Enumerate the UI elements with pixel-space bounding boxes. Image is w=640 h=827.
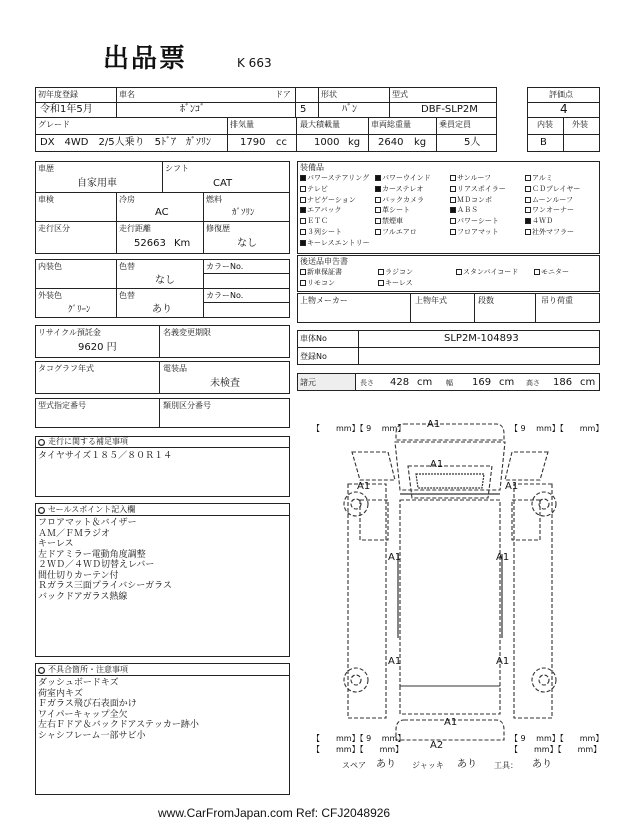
damage-mark: A1	[388, 552, 402, 563]
interior-label: 内装	[537, 120, 553, 129]
recycle-label: リサイクル預託金	[38, 328, 101, 337]
checklist-item	[300, 239, 370, 248]
damage-mark: A1	[388, 656, 402, 667]
capacity-label: 乗員定員	[439, 120, 471, 129]
sales-point: ２ＷＤ／４ＷＤ切替えレバー	[38, 560, 155, 570]
driving-notes-title: ● 走行に関する補足事項	[38, 437, 128, 446]
sales-point: バックドアガラス熱線	[38, 591, 128, 602]
class-no-label: 類別区分番号	[163, 401, 211, 410]
checklist-label: ＣＤプレイヤー	[532, 184, 581, 193]
damage-mark: A1	[430, 459, 444, 470]
unchecked-box-icon	[375, 207, 381, 213]
checklist-item	[450, 228, 499, 237]
first-reg-label: 初年度登録	[38, 90, 78, 99]
number-icon: ●	[38, 507, 45, 514]
checklist-item	[378, 268, 413, 277]
maker-year-label: 上物年式	[415, 296, 447, 305]
checklist-label: 禁煙車	[382, 217, 403, 226]
checklist-item	[375, 206, 410, 215]
unchecked-box-icon	[300, 269, 306, 275]
checklist-item	[375, 196, 424, 205]
tread-bottom-left-1: 【 mm】【 9 mm】	[312, 734, 406, 743]
defect-item: 左右Ｆドア＆バックドアステッカー跡小	[38, 720, 199, 730]
damage-mark: A1	[444, 717, 458, 728]
checklist-label: ＭＤコンポ	[457, 195, 492, 204]
checklist-item	[525, 206, 574, 215]
checklist-label: 社外マフラー	[532, 228, 574, 236]
checklist-item	[534, 268, 569, 277]
defect-item: Ｆガラス飛び石表面かけ	[38, 699, 137, 709]
height-unit: cm	[580, 377, 596, 388]
unchecked-box-icon	[300, 280, 306, 286]
interior-color-label: 内装色	[38, 262, 62, 271]
checklist-item	[300, 196, 356, 205]
exterior-color: ｸﾞﾘｰﾝ	[68, 305, 91, 315]
checklist-item	[375, 185, 423, 194]
equip-status: 未検査	[210, 378, 240, 389]
tread-bottom-right-1: 【 9 mm】【 mm】	[510, 734, 604, 743]
checklist-item	[375, 217, 403, 226]
length: 428	[390, 377, 410, 388]
length-label: 長さ	[360, 379, 374, 387]
checklist-label: ＡＢＳ	[457, 206, 478, 215]
checklist-item	[300, 185, 328, 194]
shift: CAT	[213, 178, 233, 189]
checklist-label: リアスポイラー	[457, 184, 506, 193]
unchecked-box-icon	[450, 175, 456, 181]
damage-mark: A2	[430, 740, 444, 751]
checklist-label: キーレスエントリー	[307, 238, 370, 247]
sales-point: 左ドアミラー電動角度調整	[38, 549, 146, 560]
checklist-item	[525, 174, 553, 183]
checklist-label: スタンバイコード	[463, 268, 519, 276]
checklist-label: エアバック	[307, 206, 342, 215]
width-label: 幅	[446, 379, 453, 387]
width-unit: cm	[499, 377, 515, 388]
unchecked-box-icon	[375, 218, 381, 224]
unchecked-box-icon	[375, 229, 381, 235]
checked-box-icon	[375, 186, 381, 192]
chassis-no: SLP2M-104893	[444, 333, 519, 344]
ac-label: 冷房	[119, 195, 135, 204]
unchecked-box-icon	[300, 197, 306, 203]
checklist-item	[525, 217, 553, 226]
defect-item: 荷室内キズ	[38, 688, 83, 699]
repair-label: 修復歴	[206, 224, 230, 233]
tool: あり	[532, 759, 552, 770]
jack-label: ジャッキ	[412, 761, 444, 770]
unchecked-box-icon	[525, 197, 531, 203]
checklist-item	[450, 217, 499, 226]
inspection-label: 車検	[38, 195, 54, 204]
driving-notes-list	[38, 451, 172, 462]
ac: AC	[155, 207, 169, 218]
history-label: 車歴	[38, 164, 54, 173]
color-change-label: 色替	[119, 262, 135, 271]
equip-label: 電装品	[163, 364, 187, 373]
tread-bottom-right-2: 【 mm】【 mm】	[510, 745, 602, 754]
exterior-color-no-label: カラーNo.	[206, 291, 244, 300]
displacement-unit: cc	[276, 137, 287, 148]
checklist-label: フルエアロ	[382, 228, 417, 236]
score: 4	[560, 102, 568, 116]
unchecked-box-icon	[375, 197, 381, 203]
damage-mark: A1	[427, 419, 441, 430]
checklist-item	[525, 196, 573, 205]
sales-point: Ｒガラス三面プライバシーガラス	[38, 581, 172, 591]
checklist-label: サンルーフ	[457, 174, 492, 182]
type-no-label: 型式指定番号	[38, 401, 86, 410]
name-change-label: 名義変更期限	[163, 328, 211, 337]
unchecked-box-icon	[450, 218, 456, 224]
checklist-label: リモコン	[307, 279, 335, 287]
checklist-label: ラジコン	[385, 268, 413, 276]
model: DBF-SLP2M	[421, 104, 478, 115]
checklist-item	[450, 185, 506, 194]
checklist-item	[456, 268, 518, 277]
checked-box-icon	[300, 175, 306, 181]
checklist-label: カーステレオ	[382, 184, 424, 193]
repair: なし	[237, 238, 257, 249]
checklist-item	[450, 174, 491, 183]
length-unit: cm	[417, 377, 433, 388]
sales-point: ＡＭ／ＦＭラジオ	[38, 528, 111, 539]
tread-top-left: 【 mm】【 9 mm】	[312, 424, 406, 433]
door-label: ドア	[275, 90, 291, 99]
checked-box-icon	[525, 218, 531, 224]
hanging-label: 吊り荷重	[541, 296, 573, 305]
checklist-label: ３列シート	[307, 228, 342, 236]
exterior-label: 外装	[572, 120, 588, 129]
displacement: 1790	[240, 137, 266, 148]
unchecked-box-icon	[300, 229, 306, 235]
checklist-item	[375, 174, 431, 183]
checklist-item	[450, 196, 492, 205]
exterior-color-label: 外装色	[38, 291, 62, 300]
name-label: 車名	[119, 90, 135, 99]
checklist-item	[300, 268, 342, 277]
max-load-unit: kg	[348, 137, 361, 148]
mileage-unit: Km	[174, 238, 191, 249]
checklist-item	[300, 206, 341, 215]
tread-top-right: 【 9 mm】【 mm】	[510, 424, 604, 433]
unchecked-box-icon	[525, 175, 531, 181]
checklist-item	[300, 217, 328, 226]
dims-label: 諸元	[300, 378, 316, 387]
sales-points-title: ● セールスポイント記入欄	[38, 505, 136, 514]
page-title: 出品票	[103, 44, 188, 74]
shape-label: 形状	[321, 90, 337, 99]
first-reg: 令和1年5月	[40, 104, 93, 115]
damage-mark: A1	[357, 481, 371, 492]
mileage-label: 走行距離	[119, 224, 151, 233]
unchecked-box-icon	[378, 280, 384, 286]
unchecked-box-icon	[450, 197, 456, 203]
checklist-label: 新車保証書	[307, 268, 342, 276]
equipment-title: 装備品	[300, 163, 324, 172]
checklist-item	[300, 228, 342, 237]
lot-number: K 663	[237, 56, 272, 70]
grade-label: グレード	[38, 120, 70, 129]
unchecked-box-icon	[456, 269, 462, 275]
displacement-label: 排気量	[230, 120, 254, 129]
defects-list	[38, 678, 199, 741]
shape: ﾊﾞﾝ	[342, 104, 357, 115]
watermark: www.CarFromJapan.com Ref: CFJ2048926	[158, 806, 391, 820]
checklist-item	[525, 228, 574, 237]
driving-note: タイヤサイズ１８５／８０Ｒ１４	[38, 451, 173, 461]
checked-box-icon	[375, 175, 381, 181]
unchecked-box-icon	[525, 229, 531, 235]
defect-item: シャシフレーム一部サビ小	[38, 730, 146, 741]
damage-mark: A1	[496, 656, 510, 667]
unchecked-box-icon	[450, 229, 456, 235]
exterior-color-change-label: 色替	[119, 291, 135, 300]
height: 186	[553, 377, 573, 388]
defect-item: ワイパーキャップ全欠	[38, 709, 128, 720]
model-label: 型式	[392, 90, 408, 99]
sales-point: 間仕切りカーテン付	[38, 570, 119, 581]
unchecked-box-icon	[534, 269, 540, 275]
stage-label: 段数	[478, 296, 494, 305]
number-icon: ●	[38, 439, 45, 446]
checklist-label: 革シート	[382, 206, 410, 215]
grade: DX 4WD 2/5人乗り 5ﾄﾞｱ ｶﾞｿﾘﾝ	[40, 137, 211, 148]
defects-title: ● 不具合箇所・注意事項	[38, 665, 128, 674]
defect-item: ダッシュボードキズ	[38, 678, 119, 688]
maker-label: 上物メーカー	[300, 296, 348, 305]
checklist-label: キーレス	[385, 279, 413, 287]
mileage-type-label: 走行区分	[38, 224, 70, 233]
damage-mark: A1	[496, 552, 510, 563]
tool-label: 工具：	[494, 761, 518, 770]
checked-box-icon	[450, 207, 456, 213]
checklist-label: フロアマット	[457, 228, 499, 236]
shift-label: シフト	[165, 164, 189, 173]
unchecked-box-icon	[300, 218, 306, 224]
height-label: 高さ	[526, 379, 540, 387]
checked-box-icon	[300, 240, 306, 246]
chassis-label: 車体No	[300, 334, 327, 343]
score-label: 評価点	[549, 90, 573, 99]
unchecked-box-icon	[378, 269, 384, 275]
checklist-label: ムーンルーフ	[532, 195, 573, 204]
sales-point: キーレス	[38, 539, 74, 549]
checklist-item	[300, 174, 369, 183]
checklist-label: パワーステアリング	[307, 174, 370, 182]
weight-label: 車両総重量	[371, 120, 411, 129]
width: 169	[472, 377, 492, 388]
number-icon: ●	[38, 667, 45, 674]
color-no-label: カラーNo.	[206, 262, 244, 271]
checklist-label: ４ＷＤ	[532, 217, 553, 226]
checklist-item	[450, 206, 478, 215]
checklist-label: テレビ	[307, 184, 328, 193]
checked-box-icon	[300, 207, 306, 213]
checklist-label: ＥＴＣ	[307, 217, 328, 226]
tread-bottom-left-2: 【 mm】【 mm】	[312, 745, 404, 754]
gross-weight-unit: kg	[414, 137, 427, 148]
checklist-label: パワーシート	[457, 217, 499, 226]
recycle-fee: 9620 円	[78, 342, 117, 353]
checklist-label: ワンオーナー	[532, 206, 574, 215]
unchecked-box-icon	[525, 186, 531, 192]
damage-mark: A1	[505, 481, 519, 492]
exterior-color-change: あり	[152, 304, 172, 315]
checklist-item	[378, 279, 413, 288]
sales-point: フロアマット＆バイザー	[38, 518, 137, 528]
max-load-label: 最大積載量	[300, 120, 340, 129]
interior-color-change: なし	[155, 275, 175, 286]
fuel: ｶﾞｿﾘﾝ	[232, 208, 255, 218]
checklist-label: アルミ	[532, 174, 553, 182]
interior-grade: B	[540, 137, 547, 148]
unchecked-box-icon	[450, 186, 456, 192]
capacity: 5人	[464, 137, 481, 148]
fuel-label: 燃料	[206, 195, 222, 204]
sales-points-list	[38, 518, 172, 602]
reg-no-label: 登録No	[300, 352, 327, 361]
tacho-label: タコグラフ年式	[38, 364, 94, 373]
car-diagram	[300, 418, 600, 758]
checklist-label: バックカメラ	[382, 195, 424, 204]
spare: あり	[376, 759, 396, 770]
door-count: 5	[300, 104, 307, 115]
checklist-item	[525, 185, 580, 194]
history: 自家用車	[77, 178, 117, 189]
car-name: ﾎﾞﾝｺﾞ	[180, 104, 205, 115]
post-sale-title: 後送品申告書	[300, 257, 348, 266]
spare-label: スペア	[342, 761, 366, 770]
checklist-label: モニター	[541, 268, 569, 276]
checklist-item	[300, 279, 335, 288]
unchecked-box-icon	[525, 207, 531, 213]
mileage: 52663	[134, 238, 166, 249]
checklist-label: ナビゲーション	[307, 195, 356, 204]
jack: あり	[457, 759, 477, 770]
checklist-label: パワーウインド	[382, 174, 431, 182]
checklist-item	[375, 228, 417, 237]
max-load: 1000	[314, 137, 340, 148]
unchecked-box-icon	[300, 186, 306, 192]
gross-weight: 2640	[378, 137, 404, 148]
